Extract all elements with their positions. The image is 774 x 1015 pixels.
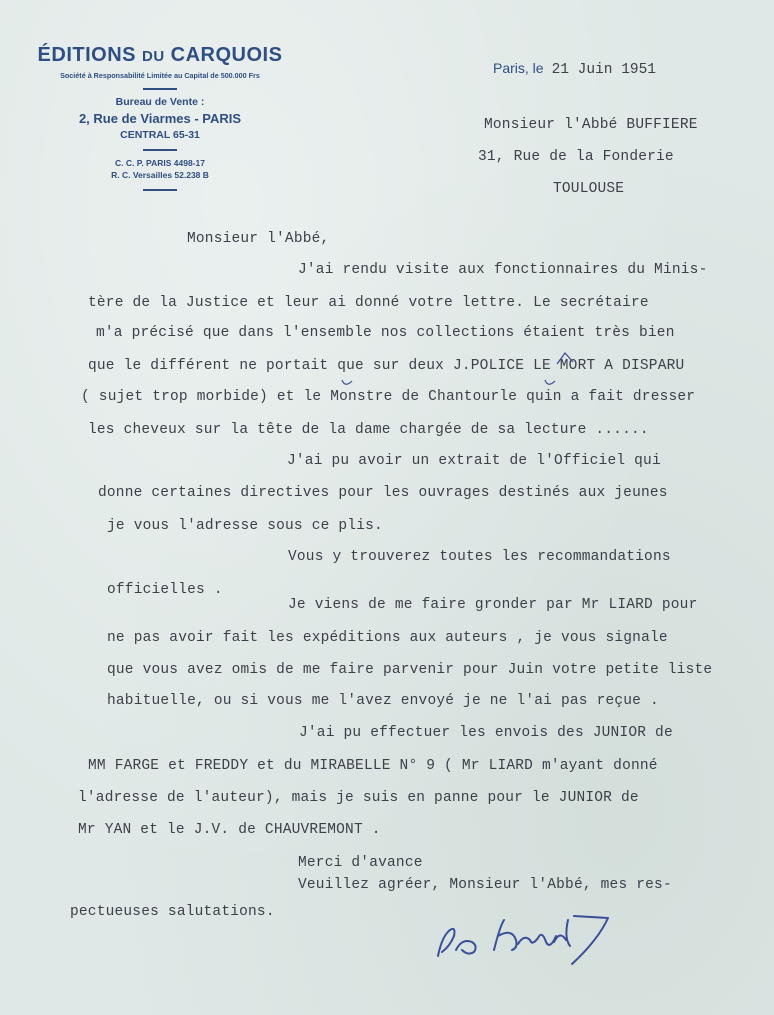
- company-tagline: Société à Responsabilité Limitée au Capital de 500.000 Frs: [60, 71, 260, 80]
- body-line: tère de la Justice et leur ai donné votre lettre. Le secrétaire: [88, 295, 649, 311]
- body-line: les cheveux sur la tête de la dame chargée de sa lecture ......: [88, 422, 649, 438]
- company-suffix: CARQUOIS: [170, 44, 283, 66]
- body-line: MM FARGE et FREDDY et du MIRABELLE N° 9 ( Mr LIARD m'ayant donné: [88, 758, 658, 774]
- body-line: Mr YAN et le J.V. de CHAUVREMONT .: [78, 822, 381, 838]
- body-line: Je viens de me faire gronder par Mr LIARD pour: [288, 597, 698, 613]
- body-line: J'ai pu effectuer les envois des JUNIOR de: [299, 725, 673, 741]
- body-line: Merci d'avance: [298, 855, 423, 871]
- company-ccp: C. C. P. PARIS 4498-17: [115, 158, 205, 168]
- body-line: ne pas avoir fait les expéditions aux auteurs , je vous signale: [107, 630, 668, 646]
- body-line: m'a précisé que dans l'ensemble nos collections étaient très bien: [96, 325, 675, 341]
- body-line: je vous l'adresse sous ce plis.: [107, 518, 383, 534]
- body-line: que le différent ne portait que sur deux J.POLICE LE MORT A DISPARU: [88, 358, 685, 374]
- signature-handwritten: [432, 900, 622, 970]
- body-line: l'adresse de l'auteur), mais je suis en panne pour le JUNIOR de: [78, 790, 639, 806]
- recipient-street: 31, Rue de la Fonderie: [478, 149, 674, 165]
- date-label: Paris, le: [493, 60, 544, 76]
- company-address: 2, Rue de Viarmes - PARIS: [78, 111, 242, 126]
- letterhead: [26, 44, 294, 197]
- company-prefix: ÉDITIONS: [37, 44, 136, 66]
- letterhead-divider: [143, 88, 177, 90]
- recipient-city: TOULOUSE: [553, 181, 625, 197]
- handwritten-caret-mark: [555, 350, 575, 366]
- body-line: J'ai rendu visite aux fonctionnaires du Minis-: [298, 262, 708, 278]
- company-mid: DU: [141, 48, 165, 65]
- body-line: Vous y trouverez toutes les recommandations: [288, 549, 671, 565]
- body-line: habituelle, ou si vous me l'avez envoyé je ne l'ai pas reçue .: [107, 693, 659, 709]
- handwritten-tick-mark: [340, 376, 356, 390]
- salutation: Monsieur l'Abbé,: [187, 231, 330, 247]
- sales-office-label: Bureau de Vente :: [115, 96, 205, 108]
- recipient-name: Monsieur l'Abbé BUFFIERE: [484, 117, 698, 133]
- handwritten-tick-mark: [543, 376, 559, 390]
- body-line: pectueuses salutations.: [70, 904, 275, 920]
- body-line: Veuillez agréer, Monsieur l'Abbé, mes res-: [298, 877, 672, 893]
- company-name: [26, 44, 294, 68]
- body-line: J'ai pu avoir un extrait de l'Officiel qui: [287, 453, 661, 469]
- date-line: [493, 60, 656, 78]
- body-line: officielles .: [107, 582, 223, 598]
- letterhead-divider: [143, 149, 177, 151]
- company-rc: R. C. Versailles 52.238 B: [111, 170, 209, 180]
- body-line: que vous avez omis de me faire parvenir pour Juin votre petite liste: [107, 662, 713, 678]
- body-line: ( sujet trop morbide) et le Monstre de Chantourle quin a fait dresser: [81, 389, 696, 405]
- letterhead-divider: [143, 189, 177, 191]
- company-phone: CENTRAL 65-31: [120, 129, 200, 141]
- date-value: 21 Juin 1951: [551, 62, 656, 78]
- body-line: donne certaines directives pour les ouvrages destinés aux jeunes: [98, 485, 668, 501]
